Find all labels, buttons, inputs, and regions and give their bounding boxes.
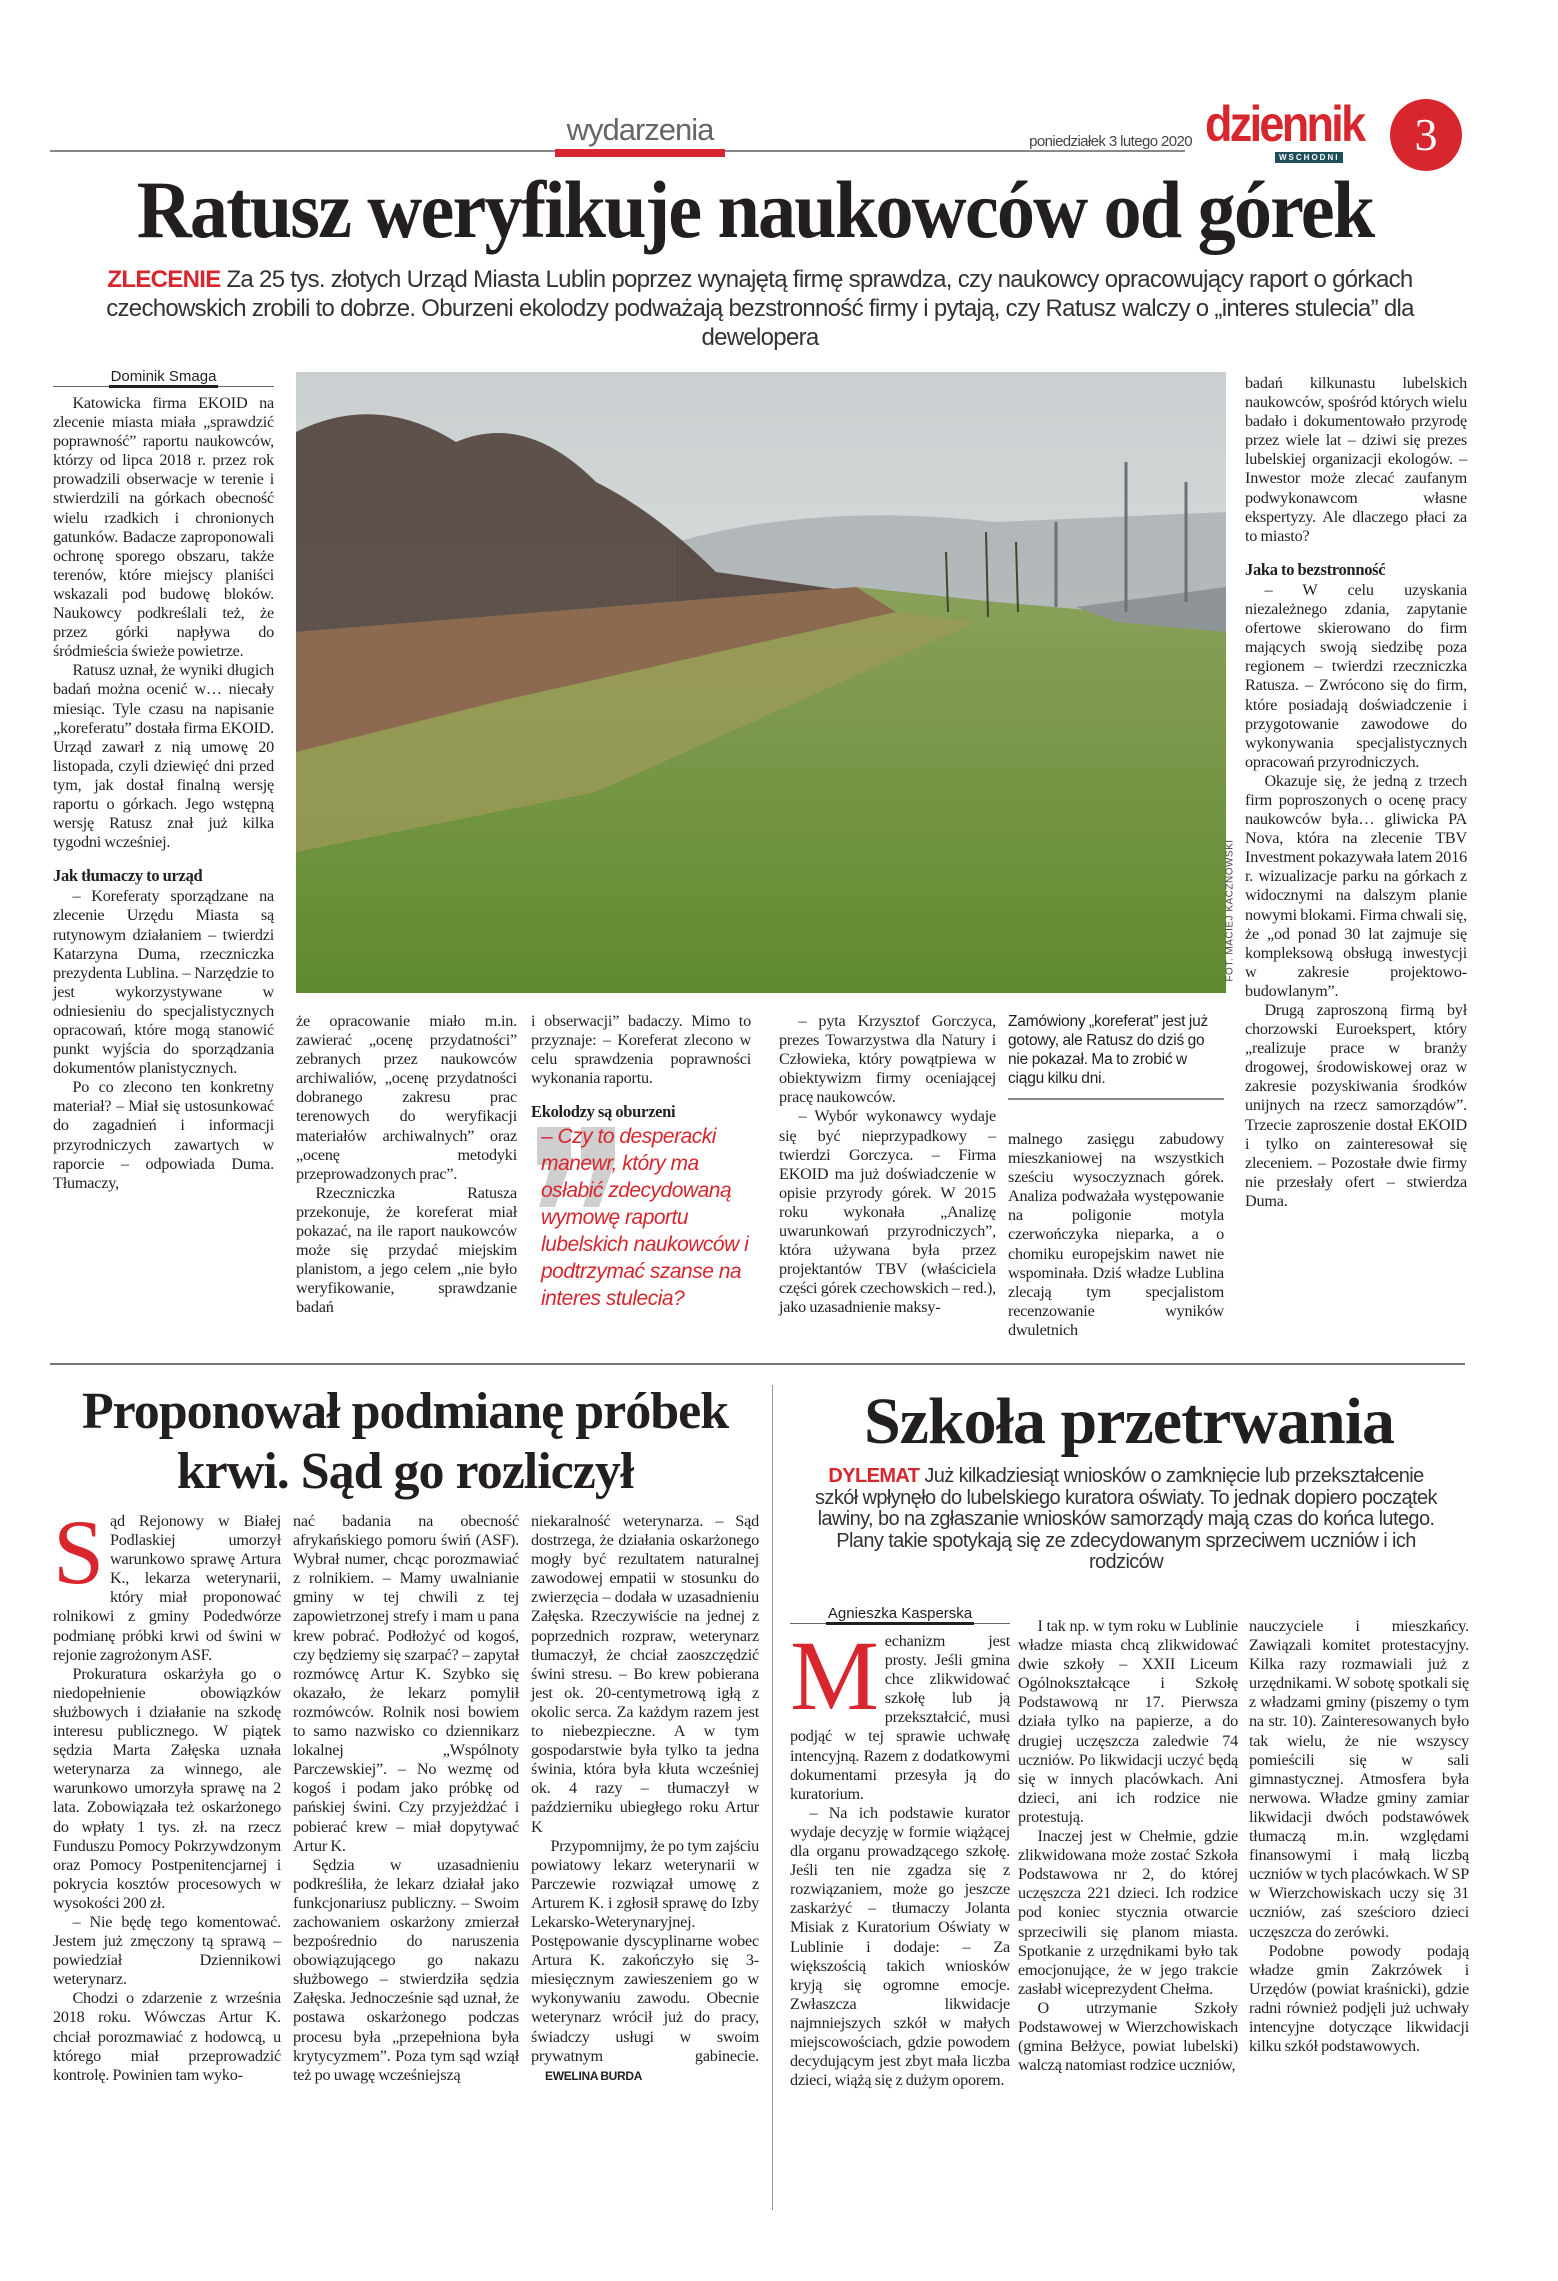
subheading: Ekolodzy są oburzeni bbox=[531, 1102, 676, 1122]
dropcap: M bbox=[790, 1620, 879, 1731]
a1-column-2 bbox=[296, 1012, 517, 1318]
info-box: Zamówiony „koreferat” jest już gotowy, ale Ratusz do dziś go nie pokazał. Ma to zrobić w ciągu kilku dni. bbox=[1008, 1012, 1224, 1100]
paragraph: Drugą zaproszoną firmą był chorzowski Euroekspert, który „realizuje prace w branży drogowej, środowiskowej oraz w zakresie pozyskiwania środków unijnych na rzecz samorządów”. Trzecie zaproszenie dostał EKOID i tylko on zainteresował się zleceniem. – Pozostałe dwie firmy nie przesłały ofert – stwierdza Duma. bbox=[1245, 1001, 1467, 1210]
a1-column-3 bbox=[531, 1012, 751, 1312]
logo-wordmark: dziennik bbox=[1205, 96, 1364, 152]
byline-author: Agnieszka Kasperska bbox=[826, 1605, 974, 1625]
paragraph: Po co zlecono ten konkretny materiał? – Miał się ustosunkować do zagadnień i informacji przyrodniczych zawartych w raporcie – odpowiada Duma. Tłumaczy, bbox=[53, 1078, 274, 1192]
logo-subtitle: WSCHODNI bbox=[1275, 152, 1343, 163]
paragraph: – Koreferaty sporządzane na zlecenie Urzędu Miasta są rutynowym działaniem – twierdzi Katarzyna Duma, rzeczniczka prezydenta Lublina. – Narzędzie to jest wykorzystywane w odniesieniu do specjalistycznych opracowań, które mogą stanowić punkt wyjścia do sporządzania dokumentów planistycznych. bbox=[53, 887, 274, 1078]
paragraph: i obserwacji” badaczy. Mimo to przyznaje: – Koreferat zlecono w celu sprawdzenia poprawności wykonania raportu. bbox=[531, 1012, 751, 1088]
paragraph-text: Przypomnijmy, że po tym zajściu powiatowy lekarz weterynarii w Parczewie rozwiązał umowę z Arturem K. i zgłosił sprawę do Izby Lekarsko-Weterynaryjnej. Postępowanie dyscyplinarne wobec Artura K. zakończyło się 3-miesięcznym zawieszeniem go w wykonywaniu zawodu. Obecnie weterynarz wrócił już do pracy, świadczy usługi w swoim prywatnym gabinecie. bbox=[531, 1836, 759, 2065]
paragraph: – Nie będę tego komentować. Jestem już zmęczony tą sprawą – powiedział Dziennikowi weterynarz. bbox=[53, 1912, 281, 1989]
subheading: Jak tłumaczy to urząd bbox=[53, 866, 203, 886]
paragraph: nać badania na obecność afrykańskiego pomoru świń (ASF). Wybrał numer, chcąc porozmawiać z rolnikiem. – Mamy uwalnianie gminy w tej chwili z tej zapowietrzonej strefy i mam u pana krew pobrać. Podłożyć od kogoś, czy będziemy się szarpać? – zapytał rozmówcę Artur K. Szybko się okazało, że lekarz pomylił rozmówców. Rolnik nosi bowiem to samo nazwisko co dziennikarz lokalnej „Wspólnoty Parczewskiej”. – No wezmę od kogoś i podam jako próbkę od pańskiej świni. Czy przyjeżdżać i pobierać krew – miał dopytywać Artur K. bbox=[293, 1512, 519, 1855]
a3-column-3 bbox=[1249, 1617, 1469, 2056]
paragraph: Inaczej jest w Chełmie, gdzie zlikwidowana może zostać Szkoła Podstawowa nr 2, do której uczęszcza 221 dzieci. Ich rodzice pod koniec stycznia otwarcie sprzeciwili się planom miasta. Spotkanie z urzędnikami było tak emocjonujące, że w jego trakcie zasłabł wiceprezydent Chełma. bbox=[1018, 1827, 1238, 1998]
photo-credit: FOT. MACIEJ KACZNOWSKI bbox=[1224, 839, 1236, 982]
byline-author: Dominik Smaga bbox=[109, 368, 219, 388]
lead-text: Za 25 tys. złotych Urząd Miasta Lublin poprzez wynajętą firmę sprawdza, czy naukowcy opracowujący raport o górkach czechowskich zrobili to dobrze. Oburzeni ekolodzy podważają bezstronność firmy i pytają, czy Ratusz walczy o „interes stulecia” dla dewelopera bbox=[106, 266, 1414, 351]
byline bbox=[53, 368, 274, 387]
a3-column-1 bbox=[790, 1620, 1010, 2090]
a1-column-4 bbox=[779, 1012, 996, 1318]
paragraph bbox=[531, 1837, 759, 2086]
pull-quote: – Czy to desperacki manewr, który ma osłabić zdecydowaną wymowę raportu lubelskich naukowców i podtrzymać szanse na interes stulecia? bbox=[541, 1125, 749, 1311]
paragraph: malnego zasięgu zabudowy mieszkaniowej na wszystkich sześciu wysoczyznach górek. Analiza podważała występowanie na poligonie motyla czerwończyka nieparka, a o chomiku europejskim nawet nie wspominała. Dziś władze Lublina zlecają tym specjalistom recenzowanie wyników dwuletnich bbox=[1008, 1130, 1224, 1339]
paragraph: – Na ich podstawie kurator wydaje decyzję w formie wiążącej dla organu prowadzącego szkołę. Jeśli ten nie zgadza się z rozwiązaniem, może go jeszcze zaskarżyć – tłumaczy Jolanta Misiak z Kuratorium Oświaty w Lublinie i dodaje: – Za większością takich wniosków kryją się ogromne emocje. Zwłaszcza likwidacje najmniejszych szkół w małych miejscowościach, gdzie powodem decydującym jest zbyt mała liczba dzieci, wiążą się z dużym oporem. bbox=[790, 1803, 1010, 2090]
a1-column-6 bbox=[1245, 374, 1467, 1211]
lead-tag: ZLECENIE bbox=[107, 266, 221, 293]
paragraph: Sędzia w uzasadnieniu podkreśliła, że lekarz działał jako funkcjonariusz publiczny. – Swoim zachowaniem oskarżony zmierzał bezpośrednio do naruszenia obowiązującego go nakazu służbowego – stwierdziła sędzia Załęska. Jednocześnie sąd uznał, że postawa oskarżonego podczas procesu była „przepełniona była krytycyzmem”. Poza tym sąd wziął też po uwagę wcześniejszą bbox=[293, 1855, 519, 2084]
paragraph: niekaralność weterynarza. – Sąd dostrzega, że działania oskarżonego mogły być rezultatem naturalnej zawodowej empatii w stosunku do zwierzęcia – dodała w uzasadnieniu Załęska. Rzeczywiście na jednej z poprzednich rozpraw, weterynarz tłumaczył, że chciał zaoszczędzić świni stresu. – Bo krew pobierana jest ok. 20-centymetrową igłą z okolic serca. Za każdym razem jest to niebezpieczne. A w tym gospodarstwie była tylko ta jedna świnia, która była kłuta wcześniej ok. 4 razy – tłumaczył w październiku ubiegłego roku Artur K bbox=[531, 1512, 759, 1836]
section-underline bbox=[555, 149, 725, 157]
dropcap: S bbox=[53, 1501, 104, 1603]
section-label: wydarzenia bbox=[566, 112, 714, 147]
paragraph: – pyta Krzysztof Gorczyca, prezes Towarzystwa dla Natury i Człowieka, który powątpiewa w obiektywizm firmy oceniającej pracę naukowców. bbox=[779, 1012, 996, 1107]
paragraph bbox=[790, 1620, 1010, 1804]
a2-column-3 bbox=[531, 1512, 759, 2086]
headline-main: Ratusz weryfikuje naukowców od górek bbox=[136, 164, 1374, 255]
page-number-badge: 3 bbox=[1390, 99, 1462, 171]
paragraph: że opracowanie miało m.in. zawierać „ocenę przydatności” zebranych przez naukowców archiwaliów, „ocenę przydatności dobranego zakresu prac terenowych do weryfikacji materiałów archiwalnych” oraz „ocenę metodyki przeprowadzonych prac”. bbox=[296, 1012, 517, 1183]
paragraph: O utrzymanie Szkoły Podstawowej w Wierzchowiskach (gmina Bełżyce, powiat lubelski) walczą natomiast rodzice uczniów, bbox=[1018, 1998, 1238, 2075]
paragraph: Ratusz uznał, że wyniki długich badań można ocenić w… niecały miesiąc. Tyle czasu na napisanie „koreferatu” dostała firma EKOID. Urząd zawarł z nią umowę 20 listopada, czyli dziewięć dni przed tym, jak dostał finalną wersję raportu o górkach. Jego wstępną wersję Ratusz znał już kilka tygodni wcześniej. bbox=[53, 661, 274, 852]
issue-date: poniedziałek 3 lutego 2020 bbox=[1029, 133, 1192, 150]
headline-article-2 bbox=[53, 1382, 757, 1502]
author-signature: EWELINA BURDA bbox=[545, 2068, 643, 2083]
paragraph: Okazuje się, że jedną z trzech firm poproszonych o ocenę pracy naukowców była… gliwicka PA Nova, która na zlecenie TBV Investment pokazywała latem 2016 r. wizualizacje parku na górkach z widocznymi na dalszym planie nowymi blokami. Firma chwali się, że „od ponad 30 lat zajmuje się kompleksową obsługą inwestycji w zakresie projektowo-budowlanym”. bbox=[1245, 771, 1467, 1000]
article-photo bbox=[296, 372, 1226, 993]
paragraph: I tak np. w tym roku w Lublinie władze miasta chcą zlikwidować dwie szkoły – XXII Liceum Ogólnokształcące i Szkołę Podstawową nr 17. Pierwsza działa tylko na papierze, a do drugiej uczęszcza zaledwie 74 uczniów. Po likwidacji uczyć będą się w innych placówkach. Ani dzieci, ani ich rodzice nie protestują. bbox=[1018, 1617, 1238, 1826]
paragraph: badań kilkunastu lubelskich naukowców, spośród których wielu badało i dokumentowało przyrodę przez wiele lat – dziwi się prezes lubelskiej organizacji ekologów. – Inwestor może zlecać zaufanym podwykonawcom własne ekspertyzy. Ale dlaczego płaci za to miasto? bbox=[1245, 374, 1467, 545]
headline-article-3: Szkoła przetrwania bbox=[863, 1385, 1395, 1458]
paragraph: Prokuratura oskarżyła go o niedopełnienie obowiązków służbowych i działanie na szkodę interesu publicznego. W piątek sędzia Marta Załęska uznała weterynarza za winnego, ale warunkowo umorzyła sprawę na 2 lata. Zobowiązała też oskarżonego do wpłaty 1 tys. zł. na rzecz Funduszu Pomocy Pokrzywdzonym oraz Pomocy Postpenitencjarnej i pokrycia kosztów procesowych w wysokości 200 zł. bbox=[53, 1664, 281, 1912]
headline-line-2: krwi. Sąd go rozliczył bbox=[176, 1443, 634, 1500]
a1-column-5 bbox=[1008, 1012, 1224, 1340]
a3-column-2 bbox=[1018, 1617, 1238, 2075]
paragraph: Podobne powody podają władze gmin Zakrzówek i Urzędów (powiat kraśnicki), gdzie radni również podjęli już uchwały intencyjne dotyczące likwidacji kilku szkół podstawowych. bbox=[1249, 1941, 1469, 2056]
paragraph bbox=[53, 1501, 281, 1665]
lead-article-3 bbox=[806, 1466, 1446, 1574]
logo bbox=[1205, 98, 1385, 170]
paragraph: – W celu uzyskania niezależnego zdania, zapytanie ofertowe skierowano do firm mających swoją siedzibę poza regionem – twierdzi rzeczniczka Ratusza. – Zwrócono się do firm, które posiadają doświadczenie i przygotowanie zawodowe do wykonywania specjalistycznych opracowań przyrodniczych. bbox=[1245, 580, 1467, 771]
section-divider bbox=[50, 1363, 1465, 1365]
paragraph-text: echanizm jest prosty. Jeśli gmina chce zlikwidować szkołę lub ją przekształcić, musi podjąć w tej sprawie uchwałę intencyjną. Razem z dodatkowymi dokumentami przesyła ją do kuratorium. bbox=[790, 1632, 1010, 1803]
a2-column-1 bbox=[53, 1501, 281, 2085]
paragraph: nauczyciele i mieszkańcy. Zawiązali komitet protestacyjny. Kilka razy rozmawiali już z urzędnikami. W sobotę spotkali się z władzami gminy (piszemy o tym na str. 10). Zainteresowanych było tak wielu, że nie wszyscy pomieścili się w sali gimnastycznej. Atmosfera była nerwowa. Władze gminy zamiar likwidacji dwóch podstawówek tłumaczą m.in. względami finansowymi i małą liczbą uczniów w tych placówkach. W SP w Wierzchowiskach uczy się 31 uczniów, zaś sześcioro dzieci uczęszcza do zerówki. bbox=[1249, 1617, 1469, 1941]
paragraph: Chodzi o zdarzenie z września 2018 roku. Wówczas Artur K. chciał porozmawiać z hodowcą, u którego miał przeprowadzić kontrolę. Powinien tam wyko- bbox=[53, 1989, 281, 2084]
article-divider bbox=[772, 1385, 773, 2210]
a1-column-1 bbox=[53, 394, 274, 1193]
subheading: Jaka to bezstronność bbox=[1245, 559, 1386, 579]
paragraph-text: ąd Rejonowy w Białej Podlaskiej umorzył warunkowo sprawę Artura K., lekarza weterynarii, który miał proponować rolnikowi z gminy Podedwórze podmianę próbki krwi od świni w rejonie zagrożonym ASF. bbox=[53, 1512, 281, 1664]
lead-tag: DYLEMAT bbox=[828, 1465, 920, 1487]
headline-line-1: Proponował podmianę próbek bbox=[81, 1383, 729, 1440]
paragraph: Rzeczniczka Ratusza przekonuje, że koreferat miał pokazać, na ile raport naukowców może się przydać miejskim planistom, a jego celem „nie było weryfikowanie, sprawdzanie badań bbox=[296, 1183, 517, 1317]
paragraph: – Wybór wykonawcy wydaje się być nieprzypadkowy – twierdzi Gorczyca. – Firma EKOID ma już doświadczenie w opisie przyrody górek. W 2015 roku wykonała „Analizę uwarunkowań przyrodniczych”, która używana była przez projektantów TBV (właściciela części górek czechowskich – red.), jako uzasadnienie maksy- bbox=[779, 1107, 996, 1317]
a2-column-2 bbox=[293, 1512, 519, 2085]
lead-text: Już kilkadziesiąt wniosków o zamknięcie lub przekształcenie szkół wpłynęło do lubelskiego kuratora oświaty. To jednak dopiero początek lawiny, bo na zgłaszanie wniosków samorządy mają czas do końca lutego. Plany takie spotykają się ze zdecydowanym sprzeciwem uczniów i ich rodziców bbox=[815, 1465, 1437, 1574]
paragraph: Katowicka firma EKOID na zlecenie miasta miała „sprawdzić poprawność” raportu naukowców, którzy od lipca 2018 r. przez rok prowadzili obserwacje w terenie i stwierdzili na górkach obecność wielu rzadkich i chronionych gatunków. Badacze zaproponowali ochronę sporego obszaru, także terenów, które miejscy planiści wskazali pod budowę bloków. Naukowcy podkreślali też, że przez górki napływa do śródmieścia świeże powietrze. bbox=[53, 394, 274, 661]
lead-main bbox=[70, 265, 1450, 352]
